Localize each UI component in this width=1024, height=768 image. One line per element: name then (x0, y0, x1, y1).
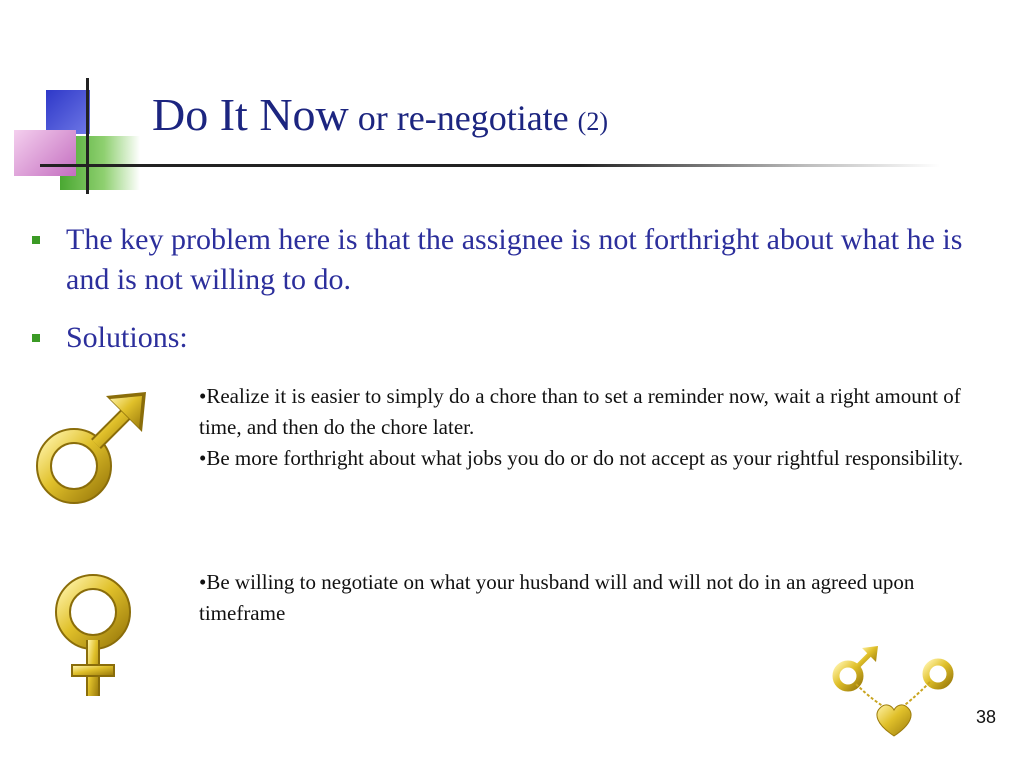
title-mid: or re-negotiate (348, 98, 578, 138)
page-number: 38 (975, 707, 996, 727)
decor-blue-square (46, 90, 90, 134)
bullet-list (30, 220, 990, 376)
solution-line: •Be willing to negotiate on what your husband will and will not do in an agreed upon timeframe (199, 570, 915, 625)
bullet-text: The key problem here is that the assignee is not forthright about what he is and is not willing to do. (66, 223, 963, 296)
title-main: Do It Now (152, 89, 349, 140)
slide-title (152, 88, 608, 141)
decor-pink-square (14, 130, 76, 176)
female-solutions (199, 567, 989, 629)
bullet-text: Solutions: (66, 321, 188, 354)
bullet-item (30, 318, 990, 358)
decor-vertical-line (86, 78, 89, 194)
title-underline (40, 164, 940, 167)
title-suffix: (2) (577, 107, 608, 136)
solution-line: •Be more forthright about what jobs you do or do not accept as your rightful responsibility. (199, 446, 964, 470)
bullet-marker (32, 236, 40, 244)
bullet-marker (32, 334, 40, 342)
male-female-heart-icon (826, 640, 972, 740)
solution-line: •Realize it is easier to simply do a chore than to set a reminder now, wait a right amount of time, and then do the chore later. (199, 384, 961, 439)
bullet-item (30, 220, 990, 300)
female-symbol-icon (45, 572, 141, 702)
male-symbol-icon (30, 388, 150, 508)
male-solutions (199, 381, 989, 474)
